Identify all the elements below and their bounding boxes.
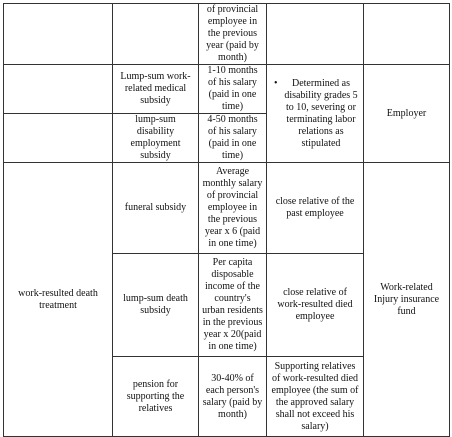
item-cell: Lump-sum work-related medical subsidy (113, 65, 199, 114)
payer-cell (364, 4, 450, 65)
condition-list (270, 78, 360, 150)
recipient-cell: close relative of the past employee (267, 163, 364, 254)
item-cell: pension for supporting the relatives (113, 357, 199, 437)
category-cell: work-resulted death treatment (4, 163, 113, 437)
amount-cell: Average monthly salary of provincial employee in the previous year x 6 (paid in one time) (199, 163, 267, 254)
item-cell: funeral subsidy (113, 163, 199, 254)
table-row (4, 163, 450, 254)
payer-cell: Employer (364, 65, 450, 163)
condition-text: Determined as disability grades 5 to 10, severing or terminating labor relations as stipulated (284, 77, 358, 149)
bullet-icon: • (274, 77, 278, 89)
payer-cell: Work-related Injury insurance fund (364, 163, 450, 437)
item-cell: lump-sum disability employment subsidy (113, 114, 199, 163)
recipient-cell (267, 4, 364, 65)
condition-cell (267, 65, 364, 163)
category-cell (4, 114, 113, 163)
benefits-table (3, 3, 450, 437)
table-row (4, 65, 450, 114)
amount-cell: 4-50 months of his salary (paid in one time) (199, 114, 267, 163)
table-row (4, 4, 450, 65)
amount-cell: Per capita disposable income of the country's urban residents in the previous year x 20(paid in one time) (199, 254, 267, 357)
recipient-cell: close relative of work-resulted died employee (267, 254, 364, 357)
category-cell (4, 65, 113, 114)
item-cell: lump-sum death subsidy (113, 254, 199, 357)
amount-cell: 1-10 months of his salary (paid in one time) (199, 65, 267, 114)
list-item (274, 77, 360, 150)
item-cell (113, 4, 199, 65)
recipient-cell: Supporting relatives of work-resulted died employee (the sum of the approved salary shall not exceed his salary) (267, 357, 364, 437)
amount-cell: 30-40% of each person's salary (paid by month) (199, 357, 267, 437)
category-cell (4, 4, 113, 65)
amount-cell: of provincial employee in the previous year (paid by month) (199, 4, 267, 65)
